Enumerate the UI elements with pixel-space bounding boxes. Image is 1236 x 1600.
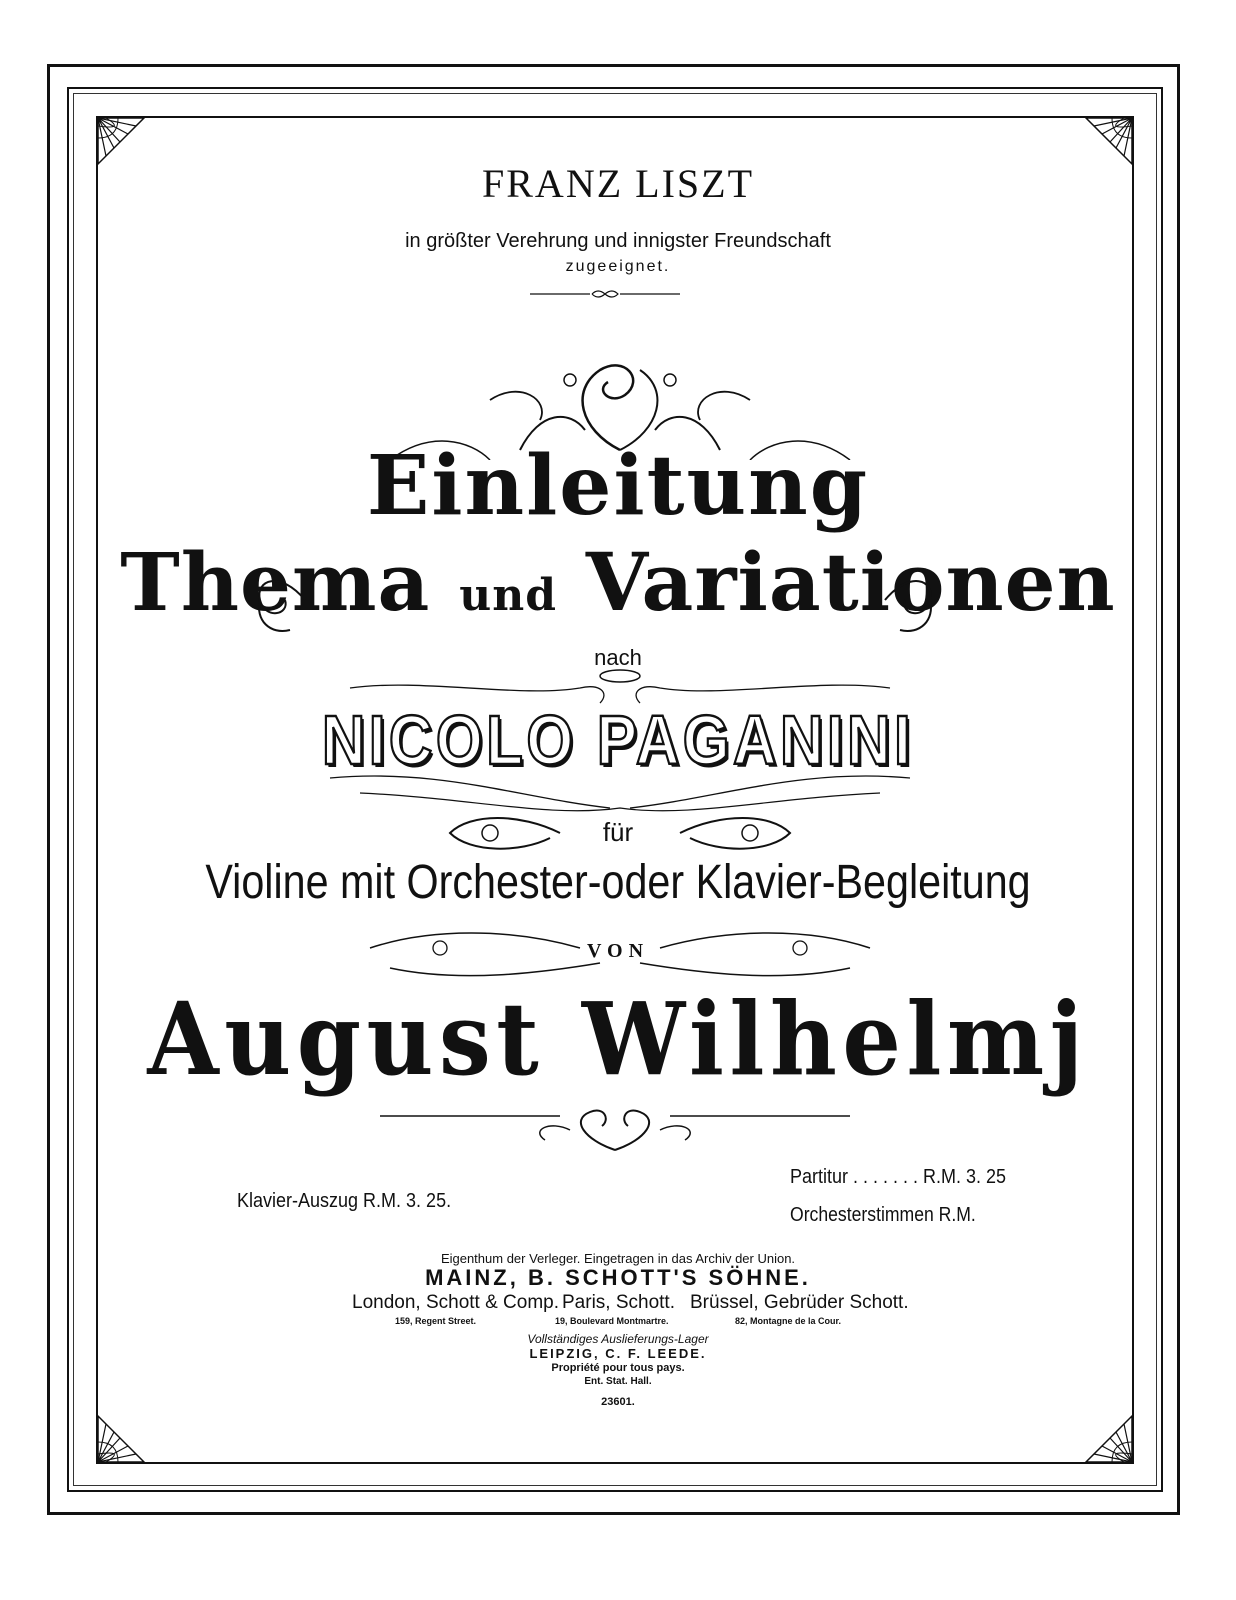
corner-fan-ornament-icon	[96, 1414, 146, 1464]
leipzig-agent: LEIPZIG, C. F. LEEDE.	[529, 1346, 707, 1361]
title-variationen: Variationen	[585, 535, 1116, 629]
property-note: Eigenthum der Verleger. Eingetragen in das Archiv der Union.	[440, 1251, 796, 1266]
title-einleitung: Einleitung	[366, 438, 870, 534]
dedication-text-end: zugeeignet.	[565, 258, 671, 275]
publisher-branches	[0, 1292, 1236, 1332]
rights-note: Propriété pour tous pays.	[551, 1362, 685, 1374]
composer-name: August Wilhelmj	[147, 980, 1089, 1098]
subject-name: NICOLO PAGANINI	[321, 701, 915, 779]
title-und: und	[459, 570, 557, 621]
corner-fan-ornament-icon	[1084, 116, 1134, 166]
fuer-text: für	[602, 817, 634, 847]
depot-note: Vollständiges Auslieferungs-Lager	[527, 1332, 709, 1346]
plate-number: 23601.	[601, 1396, 635, 1408]
branch-paris-address: 19, Boulevard Montmartre.	[555, 1316, 669, 1326]
corner-fan-ornament-icon	[96, 116, 146, 166]
branch-london-address: 159, Regent Street.	[395, 1316, 477, 1326]
dedication-name: FRANZ LISZT	[482, 161, 754, 206]
title-thema-und-variationen	[0, 535, 1236, 629]
branch-bruessel: Brüssel, Gebrüder Schott.	[690, 1292, 909, 1313]
branch-london: London, Schott & Comp.	[352, 1292, 560, 1313]
corner-fan-ornament-icon	[1084, 1414, 1134, 1464]
partitur-price: Partitur . . . . . . . R.M. 3. 25	[790, 1166, 1007, 1188]
stationers-hall-note: Ent. Stat. Hall.	[584, 1376, 652, 1387]
branch-paris: Paris, Schott.	[562, 1292, 675, 1313]
composer-divider-ornament-icon	[370, 1100, 860, 1160]
nach-text: nach	[594, 645, 642, 670]
right-floral-ornament-icon	[880, 560, 940, 640]
branch-bruessel-address: 82, Montagne de la Cour.	[735, 1316, 842, 1326]
title-thema: Thema	[120, 535, 431, 629]
orchesterstimmen-price: Orchesterstimmen R.M.	[790, 1204, 976, 1226]
instrumentation-text: Violine mit Orchester-oder Klavier-Begleitung	[205, 856, 1031, 909]
von-text: VON	[586, 940, 650, 962]
publisher-name: MAINZ, B. SCHOTT'S SÖHNE.	[425, 1265, 811, 1290]
left-floral-ornament-icon	[250, 560, 310, 640]
klavier-auszug-price: Klavier-Auszug R.M. 3. 25.	[237, 1190, 452, 1212]
dedication-text: in größter Verehrung und innigster Freundschaft	[405, 230, 831, 252]
dedication-divider-ornament-icon	[530, 287, 680, 301]
